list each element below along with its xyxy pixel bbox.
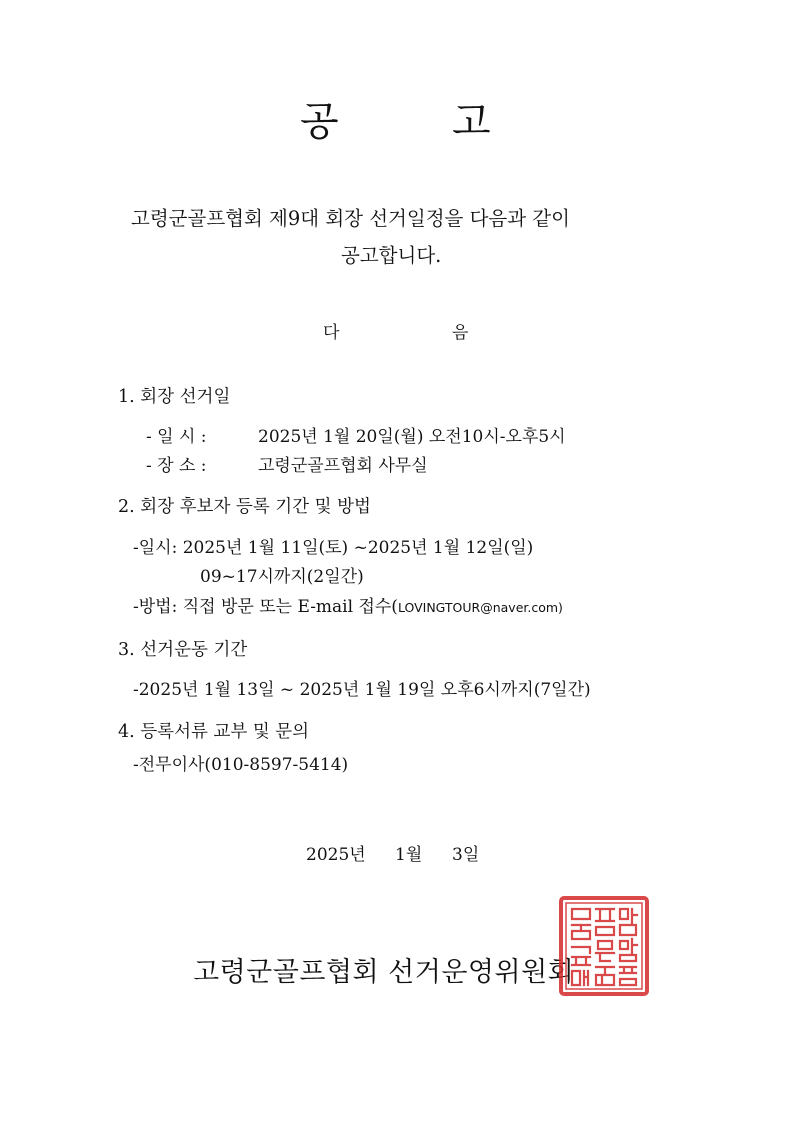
- title-char-2: 고: [452, 99, 491, 145]
- section-3-heading: 3. 선거운동 기간: [118, 640, 248, 660]
- intro-line-1: 고령군골프협회 제9대 회장 선거일정을 다음과 같이: [131, 207, 570, 230]
- section-2-hours: 09~17시까지(2일간): [200, 567, 364, 587]
- date-day: 3일: [452, 845, 480, 865]
- intro-line-2: 공고합니다.: [341, 244, 442, 267]
- issuer-name: 고령군골프협회 선거운영위원회: [193, 957, 575, 988]
- notice-title: [0, 90, 794, 145]
- section-4-contact: -전무이사(010-8597-5414): [133, 755, 349, 775]
- section-1-place-label: - 장 소 :: [146, 456, 207, 476]
- section-1-date-value: 2025년 1월 20일(월) 오전10시-오후5시: [258, 427, 566, 447]
- date-month: 1월: [395, 845, 423, 865]
- dadeum-char-1: 다: [323, 323, 340, 343]
- section-4-heading: 4. 등록서류 교부 및 문의: [118, 722, 310, 742]
- section-2-method: [133, 592, 563, 617]
- section-2-period: -일시: 2025년 1월 11일(토) ~2025년 1월 12일(일): [133, 538, 534, 558]
- dadeum-heading: [0, 318, 794, 342]
- title-char-1: 공: [300, 99, 339, 145]
- date-year: 2025년: [306, 845, 366, 865]
- contact-email: LOVINGTOUR@naver.com): [397, 600, 563, 615]
- section-2-method-text: -방법: 직접 방문 또는 E-mail 접수(: [133, 597, 398, 617]
- section-1-heading: 1. 회장 선거일: [118, 387, 231, 407]
- section-1-date-label: - 일 시 :: [146, 427, 207, 447]
- notice-date: [0, 840, 794, 864]
- section-3-period: -2025년 1월 13일 ~ 2025년 1월 19일 오후6시까지(7일간): [133, 680, 591, 700]
- dadeum-char-2: 음: [452, 323, 469, 343]
- official-seal-stamp: [558, 895, 650, 997]
- section-1-place-value: 고령군골프협회 사무실: [258, 456, 428, 476]
- section-2-heading: 2. 회장 후보자 등록 기간 및 방법: [118, 497, 371, 517]
